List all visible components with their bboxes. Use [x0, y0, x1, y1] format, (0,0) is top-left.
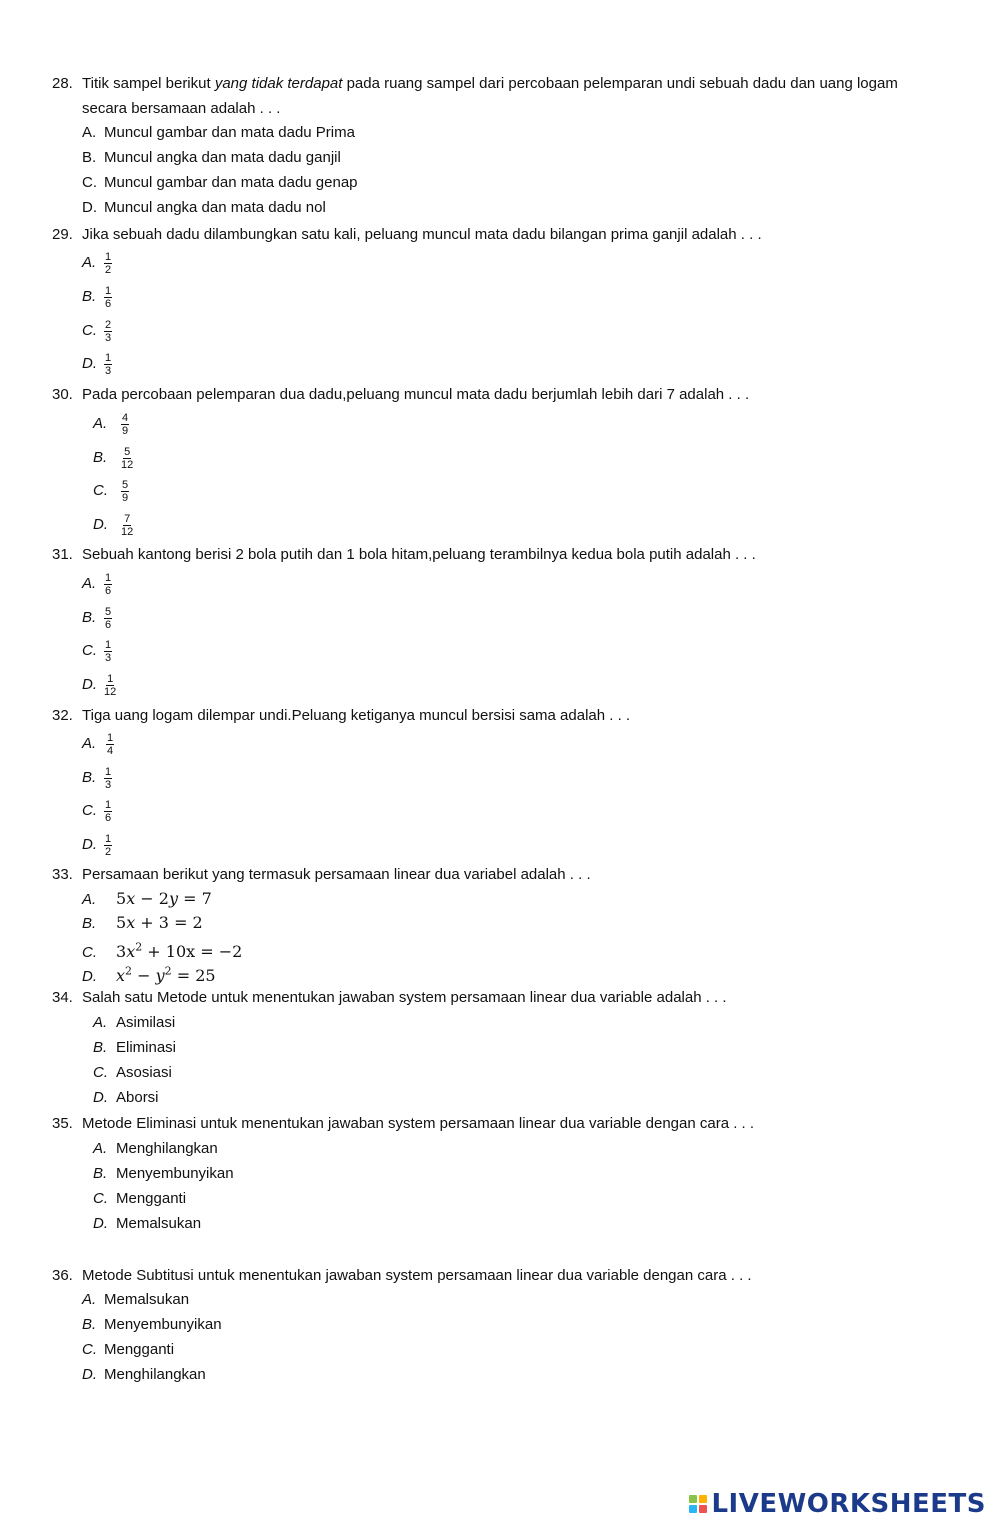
question-number: 30. [52, 386, 73, 403]
fraction: $\frac{4}{9}$ [122, 412, 129, 437]
option-34-b[interactable]: B. Eliminasi [93, 1039, 177, 1056]
question-29 [52, 222, 902, 247]
option-29-a[interactable]: A. $\frac{1}{2}$ [82, 251, 112, 276]
option-32-c[interactable]: C. $\frac{1}{6}$ [82, 799, 112, 824]
fraction: $\frac{1}{2}$ [105, 251, 112, 276]
option-35-b[interactable]: B. Menyembunyikan [93, 1165, 234, 1182]
question-text: Metode Eliminasi untuk menentukan jawaban system persamaan linear dua variable dengan cara . . . [82, 1115, 755, 1132]
question-text: Metode Subtitusi untuk menentukan jawaban system persamaan linear dua variable dengan cara . . . [82, 1267, 752, 1284]
fraction: $\frac{1}{4}$ [107, 732, 114, 757]
option-29-c[interactable]: C. $\frac{2}{3}$ [82, 319, 112, 344]
option-36-c[interactable]: C. Mengganti [82, 1341, 175, 1358]
question-number: 33. [52, 866, 73, 883]
question-text: Sebuah kantong berisi 2 bola putih dan 1 bola hitam,peluang terambilnya kedua bola putih adalah . . . [82, 546, 756, 563]
option-33-c[interactable]: C. $3x^2 + 10x = -2$ [82, 941, 243, 962]
fraction: $\frac{7}{12}$ [121, 513, 134, 538]
option-30-a[interactable]: A. $\frac{4}{9}$ [93, 412, 129, 437]
question-text: Salah satu Metode untuk menentukan jawaban system persamaan linear dua variable adalah . . . [82, 989, 727, 1006]
fraction: $\frac{1}{3}$ [105, 639, 112, 664]
question-35 [52, 1111, 902, 1136]
logo-text: LIVEWORKSHEETS [711, 1489, 986, 1519]
fraction: $\frac{1}{6}$ [105, 572, 112, 597]
logo-mark-icon [689, 1495, 707, 1513]
option-29-d[interactable]: D. $\frac{1}{3}$ [82, 352, 112, 377]
fraction: $\frac{2}{3}$ [105, 319, 112, 344]
question-30 [52, 382, 902, 407]
option-34-c[interactable]: C. Asosiasi [93, 1064, 172, 1081]
option-28-c[interactable]: C. Muncul gambar dan mata dadu genap [82, 174, 358, 191]
fraction: $\frac{5}{9}$ [122, 479, 129, 504]
question-text: Persamaan berikut yang termasuk persamaan linear dua variabel adalah . . . [82, 866, 591, 883]
option-36-a[interactable]: A. Memalsukan [82, 1291, 190, 1308]
fraction: $\frac{1}{2}$ [105, 833, 112, 858]
question-31 [52, 542, 902, 567]
option-28-b[interactable]: B. Muncul angka dan mata dadu ganjil [82, 149, 341, 166]
option-35-a[interactable]: A. Menghilangkan [93, 1140, 218, 1157]
option-32-a[interactable]: A. $\frac{1}{4}$ [82, 732, 114, 757]
question-number: 36. [52, 1267, 73, 1284]
fraction: $\frac{1}{3}$ [105, 766, 112, 791]
option-31-b[interactable]: B. $\frac{5}{6}$ [82, 606, 112, 631]
option-36-b[interactable]: B. Menyembunyikan [82, 1316, 222, 1333]
question-28 [52, 71, 902, 121]
question-33 [52, 862, 902, 887]
option-34-d[interactable]: D. Aborsi [93, 1089, 159, 1106]
option-35-c[interactable]: C. Mengganti [93, 1190, 187, 1207]
fraction: $\frac{5}{12}$ [121, 446, 134, 471]
option-33-b[interactable]: B. 5x + 3 = 2 [82, 913, 203, 932]
option-32-b[interactable]: B. $\frac{1}{3}$ [82, 766, 112, 791]
question-number: 35. [52, 1115, 73, 1132]
option-30-b[interactable]: B. $\frac{5}{12}$ [93, 446, 134, 471]
fraction: $\frac{1}{6}$ [105, 285, 112, 310]
option-33-d[interactable]: D. $x^2 - y^2 = 25$ [82, 965, 216, 986]
question-34 [52, 985, 902, 1010]
option-30-d[interactable]: D. $\frac{7}{12}$ [93, 513, 134, 538]
option-31-c[interactable]: C. $\frac{1}{3}$ [82, 639, 112, 664]
option-36-d[interactable]: D. Menghilangkan [82, 1366, 206, 1383]
question-text: Pada percobaan pelemparan dua dadu,peluang muncul mata dadu berjumlah lebih dari 7 adalah . . . [82, 386, 750, 403]
question-32 [52, 703, 902, 728]
option-33-a[interactable]: A. 5x − 2y = 7 [82, 889, 212, 908]
option-34-a[interactable]: A. Asimilasi [93, 1014, 176, 1031]
option-30-c[interactable]: C. $\frac{5}{9}$ [93, 479, 129, 504]
fraction: $\frac{5}{6}$ [105, 606, 112, 631]
option-29-b[interactable]: B. $\frac{1}{6}$ [82, 285, 112, 310]
question-number: 34. [52, 989, 73, 1006]
question-number: 32. [52, 707, 73, 724]
fraction: $\frac{1}{6}$ [105, 799, 112, 824]
question-text: Jika sebuah dadu dilambungkan satu kali, peluang muncul mata dadu bilangan prima ganjil adalah . . . [82, 226, 762, 243]
option-35-d[interactable]: D. Memalsukan [93, 1215, 202, 1232]
option-31-a[interactable]: A. $\frac{1}{6}$ [82, 572, 112, 597]
option-28-d[interactable]: D. Muncul angka dan mata dadu nol [82, 199, 326, 216]
fraction: $\frac{1}{12}$ [104, 673, 117, 698]
liveworksheets-logo[interactable] [689, 1489, 986, 1519]
question-36 [52, 1263, 902, 1288]
question-text: Titik sampel berikut yang tidak terdapat pada ruang sampel dari percobaan pelemparan undi sebuah dadu dan uang logam secara bersamaan adalah . . . [82, 75, 898, 117]
option-28-a[interactable]: A. Muncul gambar dan mata dadu Prima [82, 124, 355, 141]
question-text: Tiga uang logam dilempar undi.Peluang ketiganya muncul bersisi sama adalah . . . [82, 707, 631, 724]
question-number: 29. [52, 226, 73, 243]
option-31-d[interactable]: D. $\frac{1}{12}$ [82, 673, 117, 698]
question-number: 28. [52, 75, 73, 92]
fraction: $\frac{1}{3}$ [105, 352, 112, 377]
option-32-d[interactable]: D. $\frac{1}{2}$ [82, 833, 112, 858]
question-number: 31. [52, 546, 73, 563]
